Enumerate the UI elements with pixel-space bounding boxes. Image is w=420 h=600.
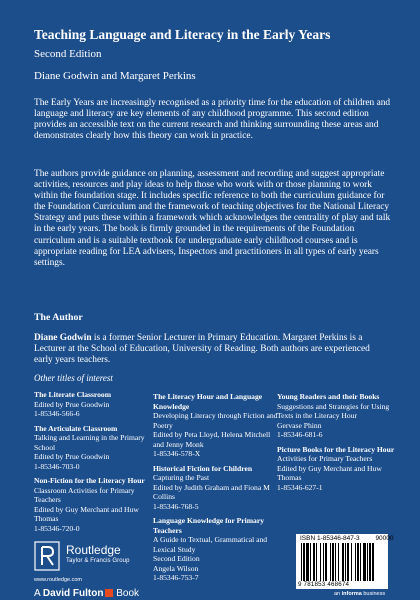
author-name: Diane Godwin [34, 333, 92, 343]
other-title-name: Language Knowledge for Primary Teachers [153, 516, 265, 535]
other-title-entry [153, 392, 279, 459]
other-title-name: The Literacy Hour and Language Knowledge [153, 392, 263, 411]
other-title-detail: Angela Wilson [153, 563, 199, 573]
other-title-entry [34, 424, 154, 472]
other-title-detail: Edited by Prue Goodwin [34, 452, 110, 461]
imprint-line [34, 588, 139, 599]
informa-prefix: an [334, 591, 342, 597]
blurb-paragraph-1: The Early Years are increasingly recognised as a priority time for the education of children and language and literacy are key elements of any childhood programme. This second edition provides an accessible text on the current research and thinking surrounding these areas and demonstrates clearly how this theory can work in practice. [34, 98, 391, 142]
barcode-bars [300, 543, 384, 581]
other-title-name: Historical Fiction for Children [153, 463, 253, 473]
other-title-detail: Edited by Prue Goodwin [34, 399, 110, 409]
other-title-detail: 1-85346-566-6 [34, 409, 80, 418]
publisher-subtitle: Taylor & Francis Group [66, 558, 130, 564]
other-title-detail: A Guide to Textual, Grammatical and Lexical Study [153, 535, 268, 554]
other-title-detail: 1-85346-681-6 [277, 430, 323, 439]
informa-line [334, 591, 385, 597]
other-title-entry [277, 445, 397, 493]
other-titles-heading: Other titles of interest [34, 373, 113, 383]
other-title-detail: Talking and Learning in the Primary School [34, 433, 145, 452]
other-title-detail: Edited by Peta Lloyd, Helena Mitchell and Jenny Monk [153, 430, 271, 449]
other-title-detail: 1-85346-720-0 [34, 523, 80, 533]
authors-line: Diane Godwin and Margaret Perkins [34, 70, 196, 82]
author-bio-text: is a former Senior Lecturer in Primary Education. Margaret Perkins is a Lecturer at the School of Education, University of Reading. Both authors are experienced early years teachers. [34, 333, 370, 366]
other-title-entry [277, 392, 397, 440]
barcode-block [296, 534, 394, 589]
other-title-detail: 1-85346-753-7 [153, 573, 199, 582]
barcode-number: 9 781853 468674 [298, 581, 350, 588]
other-titles-column-3 [277, 392, 397, 497]
publisher-url: www.routledge.com [34, 577, 82, 583]
other-title-detail: Edited by Guy Merchant and Huw Thomas [277, 463, 382, 482]
imprint-prefix: A [34, 588, 43, 599]
price-code: 90000 [375, 535, 394, 542]
other-title-entry [34, 476, 154, 533]
other-title-entry [153, 464, 279, 512]
other-title-entry [34, 390, 154, 419]
isbn-label [300, 535, 394, 542]
other-title-name: Young Readers and their Books [277, 392, 380, 401]
author-heading: The Author [34, 312, 83, 323]
author-bio [34, 333, 390, 366]
blurb-paragraph-2: The authors provide guidance on planning, assessment and recording and suggest appropriate activities, resources and play ideas to help those who work with or those planning to work within the foundation stage. It includes specific reference to both the curriculum guidance for the Foundation Curriculum and the framework of teaching objectives for the National Literacy Strategy and puts these within a framework which acknowledges the centrality of play and talk in the early years. The book is firmly grounded in the requirements of the Foundation curriculum and is a suitable textbook for undergraduate early childhood courses and is appropriate reading for LEA advisers, Inspectors and practitioners in all types of early years settings. [34, 169, 391, 268]
other-title-detail: Second Edition [153, 554, 200, 563]
other-title-name: The Articulate Classroom [34, 423, 118, 433]
routledge-logo-icon [34, 541, 60, 571]
other-titles-column-1 [34, 390, 154, 538]
other-title-name: Picture Books for the Literacy Hour [277, 444, 395, 454]
other-title-detail: Classroom Activities for Primary Teachers [34, 485, 135, 504]
book-title: Teaching Language and Literacy in the Early Years [34, 27, 331, 42]
publisher-block [34, 541, 194, 573]
imprint-suffix: Book [113, 588, 140, 599]
other-title-detail: Gervase Phinn [277, 420, 322, 430]
publisher-name: Routledge [66, 543, 121, 557]
other-title-detail: Edited by Guy Merchant and Huw Thomas [34, 504, 139, 523]
other-title-detail: Developing Literacy through Fiction and Poetry [153, 411, 278, 430]
informa-suffix: business [361, 591, 386, 597]
isbn-text: ISBN 1-85346-847-3 [300, 535, 360, 542]
other-title-detail: 1-85346-703-0 [34, 461, 80, 471]
other-title-detail: Suggestions and Strategies for Using Texts in the Literacy Hour [277, 401, 390, 420]
other-title-name: Non-Fiction for the Literacy Hour [34, 476, 145, 485]
other-title-detail: Capturing the Past [153, 473, 210, 482]
other-title-detail: Activities for Primary Teachers [277, 454, 373, 463]
imprint-name: David Fulton [42, 588, 104, 599]
other-title-name: The Literate Classroom [34, 390, 112, 399]
informa-name: informa [341, 591, 362, 597]
other-title-detail: 1-85346-768-5 [153, 501, 199, 511]
other-title-detail: 1-85346-627-1 [277, 482, 323, 492]
other-title-detail: 1-85346-578-X [153, 449, 201, 458]
other-title-detail: Edited by Judith Graham and Fiona M Collins [153, 482, 270, 501]
edition-label: Second Edition [34, 48, 102, 60]
